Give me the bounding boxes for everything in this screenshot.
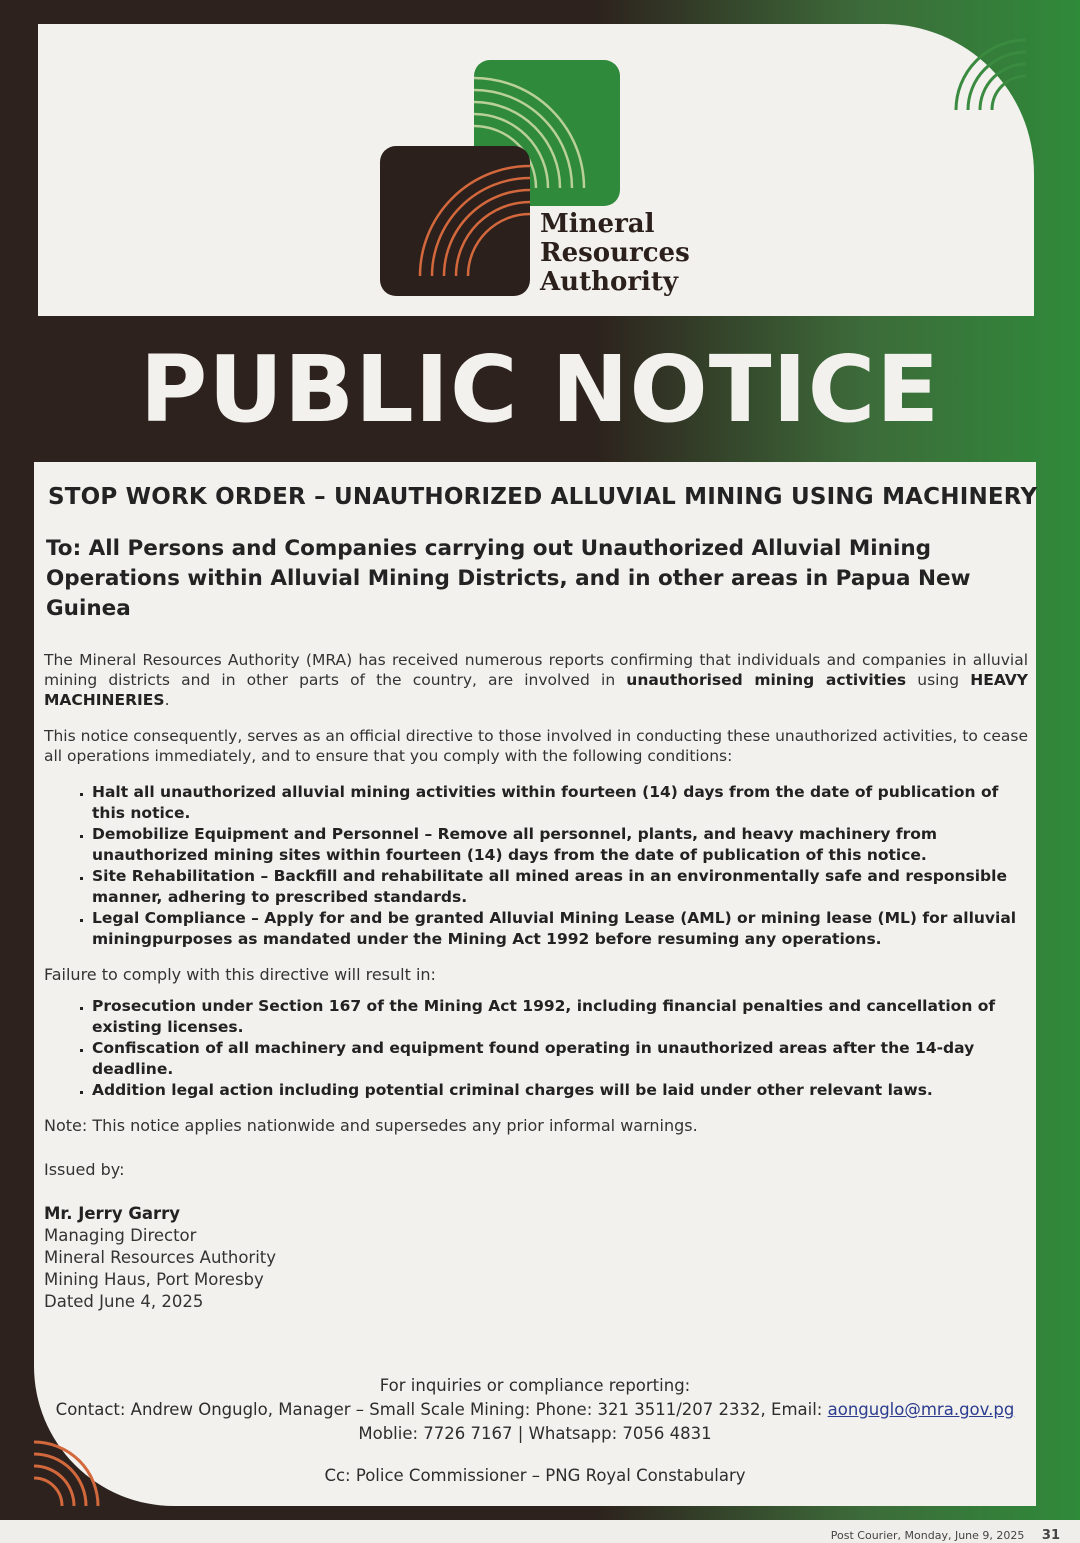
logo-line-2: Resources xyxy=(540,238,690,268)
mra-logo xyxy=(380,60,710,305)
signatory-org: Mineral Resources Authority xyxy=(44,1248,277,1267)
signatory-name: Mr. Jerry Garry xyxy=(44,1204,181,1223)
order-title: STOP WORK ORDER – UNAUTHORIZED ALLUVIAL MINING USING MACHINERY xyxy=(48,484,1038,510)
list-item: ▪ Demobilize Equipment and Personnel – Remove all personnel, plants, and heavy machinery from unauthorized mining sites within fourteen (14) days from the date of publication of this notice. xyxy=(92,824,1028,866)
cc-line: Cc: Police Commissioner – PNG Royal Constabulary xyxy=(324,1466,746,1485)
list-item: ▪ Prosecution under Section 167 of the Mining Act 1992, including financial penalties and cancellation of existing licenses. xyxy=(92,996,1028,1038)
contact-block xyxy=(34,1374,1036,1446)
intro-bold-machineries: HEAVY MACHINERIES xyxy=(44,671,1028,709)
logo-line-3: Authority xyxy=(540,267,679,297)
newspaper-dateline: Post Courier, Monday, June 9, 2025 xyxy=(830,1529,1025,1542)
email-link[interactable]: aonguglo@mra.gov.pg xyxy=(827,1400,1015,1419)
contact-line xyxy=(34,1398,1036,1422)
corner-arcs-icon xyxy=(946,30,1026,110)
intro-text-3: . xyxy=(164,691,170,709)
notice-content xyxy=(44,484,1038,1313)
public-notice-headline: PUBLIC NOTICE xyxy=(139,336,941,443)
contact-text: Contact: Andrew Onguglo, Manager – Small Scale Mining: Phone: 321 3511/207 2332, Email: xyxy=(55,1400,828,1419)
page-number: 31 xyxy=(1041,1528,1060,1543)
list-item: ▪ Confiscation of all machinery and equipment found operating in unauthorized areas after the 14-day deadline. xyxy=(92,1038,1028,1080)
list-item: ▪ Halt all unauthorized alluvial mining activities within fourteen (14) days from the date of publication of this notice. xyxy=(92,782,1028,824)
note-line: Note: This notice applies nationwide and supersedes any prior informal warnings. xyxy=(44,1116,698,1135)
intro-text-2: using xyxy=(906,671,971,689)
consequences-list xyxy=(44,996,1028,1101)
logo-line-1: Mineral xyxy=(540,209,655,239)
addressee-line: To: All Persons and Companies carrying out Unauthorized Alluvial Mining Operations within Alluvial Mining Districts, and in other areas in Papua New Guinea xyxy=(46,536,971,621)
logo-wordmark xyxy=(540,210,690,297)
newspaper-footer xyxy=(831,1528,1060,1543)
list-item: ▪ Legal Compliance – Apply for and be granted Alluvial Mining Lease (AML) or mining lease (ML) for alluvial miningpurposes as mandated under the Mining Act 1992 before resuming any operations. xyxy=(92,908,1028,950)
contact-heading: For inquiries or compliance reporting: xyxy=(379,1376,691,1395)
list-item: ▪ Site Rehabilitation – Backfill and rehabilitate all mined areas in an environmentally safe and responsible manner, adhering to prescribed standards. xyxy=(92,866,1028,908)
issued-by-label: Issued by: xyxy=(44,1160,125,1179)
failure-intro: Failure to comply with this directive will result in: xyxy=(44,965,436,984)
signatory-date: Dated June 4, 2025 xyxy=(44,1292,204,1311)
intro-paragraph xyxy=(44,650,1028,710)
list-item: ▪ Addition legal action including potential criminal charges will be laid under other relevant laws. xyxy=(92,1080,1028,1101)
intro-text: The Mineral Resources Authority (MRA) has received numerous reports confirming that individuals and companies in alluvial mining districts and in other parts of the country, are involved in xyxy=(44,651,1028,689)
signatory-title: Managing Director xyxy=(44,1226,197,1245)
contact-mobile: Moblie: 7726 7167 | Whatsapp: 7056 4831 xyxy=(358,1424,712,1443)
intro-bold-activities: unauthorised mining activities xyxy=(626,671,907,689)
signatory-address: Mining Haus, Port Moresby xyxy=(44,1270,264,1289)
signature-block xyxy=(44,1203,1028,1313)
directive-paragraph: This notice consequently, serves as an official directive to those involved in conducting these unauthorized activities, to cease all operations immediately, and to ensure that you comply with the following conditions: xyxy=(44,727,1028,765)
notice-body-panel xyxy=(34,462,1036,1506)
logo-brown-square xyxy=(380,146,530,296)
conditions-list xyxy=(44,782,1028,950)
